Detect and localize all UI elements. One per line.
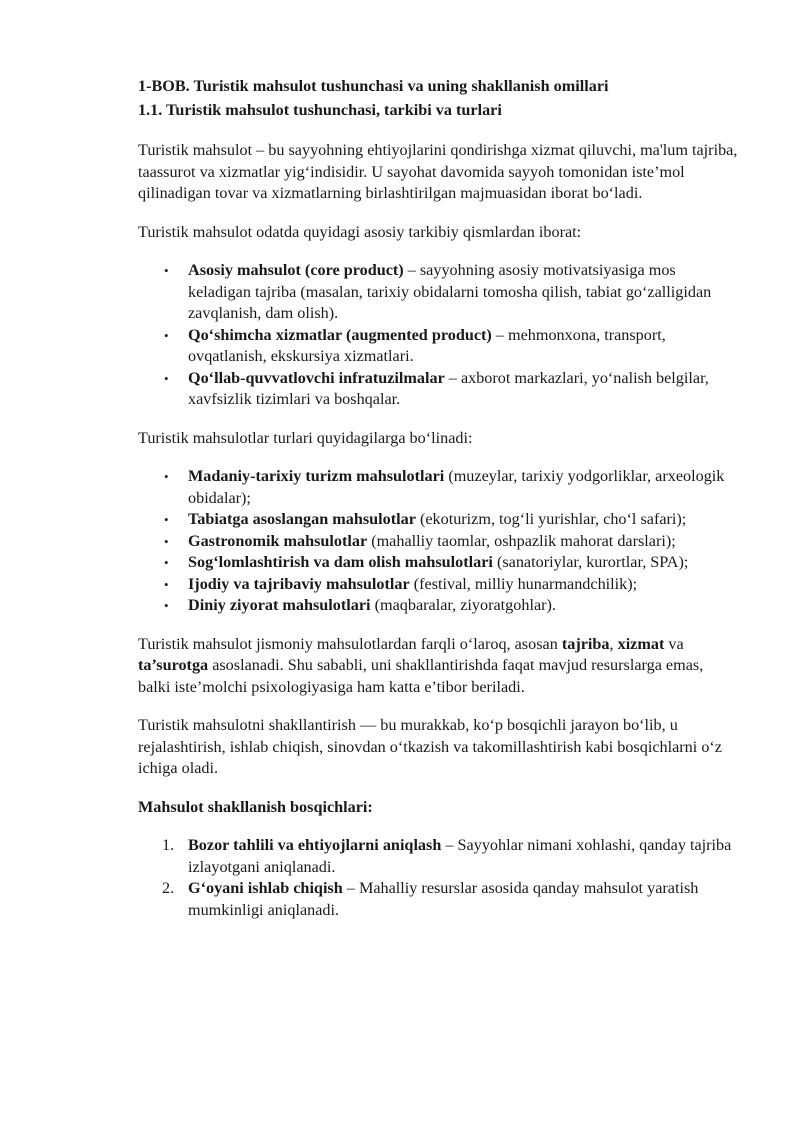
list-item-desc: (mahalliy taomlar, oshpazlik mahorat darslari);	[367, 531, 676, 550]
paragraph-types-intro: Turistik mahsulotlar turlari quyidagilarga bo‘linadi:	[138, 428, 473, 447]
section-title: 1.1. Turistik mahsulot tushunchasi, tarkibi va turlari	[138, 101, 502, 119]
list-item	[188, 368, 738, 411]
paragraph-formation: Turistik mahsulotni shakllantirish — bu murakkab, ko‘p bosqichli jarayon bo‘lib, u rejalashtirish, ishlab chiqish, sinovdan o‘tkazish va takomillashtirish kabi bosqichlarni o‘z ichiga oladi.	[138, 716, 722, 777]
list-item	[188, 466, 738, 509]
text-run: va	[664, 634, 684, 653]
list-item	[162, 878, 738, 921]
types-list	[138, 466, 738, 617]
bold-term: ta’surotga	[138, 656, 209, 674]
list-item-term: G‘oyani ishlab chiqish	[188, 879, 343, 897]
list-item-term: Gastronomik mahsulotlar	[188, 531, 368, 550]
list-item	[188, 260, 738, 325]
list-item-term: Qo‘shimcha xizmatlar (augmented product)	[188, 325, 492, 344]
paragraph-definition: Turistik mahsulot – bu sayyohning ehtiyojlarini qondirishga xizmat qiluvchi, ma'lum tajriba, taassurot va xizmatlar yig‘indisidir. U sayohat davomida sayyoh tomonidan iste’mol qilinadigan tovar va xizmatlarning birlashtirilgan majmuasidan iborat bo‘ladi.	[138, 141, 738, 202]
text-run: asoslanadi. Shu sababli, uni shakllantirishda faqat mavjud resurslarga emas, balki iste’molchi psixologiyasiga ham katta e’tibor beriladi.	[138, 656, 704, 696]
list-item-desc: – Mahalliy resurslar asosida qanday mahsulot yaratish mumkinligi aniqlanadi.	[188, 879, 699, 919]
stages-title: Mahsulot shakllanish bosqichlari:	[138, 797, 373, 816]
list-item	[188, 574, 738, 596]
list-item	[188, 509, 738, 531]
document-page	[138, 74, 738, 938]
stages-list	[138, 835, 738, 921]
list-item-desc: – sayyohning asosiy motivatsiyasiga mos keladigan tajriba (masalan, tarixiy obidalarni tomosha qilish, tabiat go‘zalligidan zavqlanish, dam olish).	[188, 261, 712, 322]
list-item-term: Bozor tahlili va ehtiyojlarni aniqlash	[188, 836, 442, 854]
text-run: ,	[609, 634, 618, 653]
list-item-term: Asosiy mahsulot (core product)	[188, 261, 404, 279]
list-item-desc: (muzeylar, tarixiy yodgorliklar, arxeologik obidalar);	[188, 467, 725, 507]
list-item-desc: (maqbaralar, ziyoratgohlar).	[370, 596, 556, 614]
text-run: Turistik mahsulot jismoniy mahsulotlardan farqli o‘laroq, asosan	[138, 634, 562, 653]
paragraph-components-intro: Turistik mahsulot odatda quyidagi asosiy tarkibiy qismlardan iborat:	[138, 222, 582, 241]
list-item-term: Ijodiy va tajribaviy mahsulotlar	[188, 574, 410, 593]
components-list	[138, 260, 738, 411]
headings	[138, 74, 738, 122]
list-item	[188, 531, 738, 553]
chapter-title: 1-BOB. Turistik mahsulot tushunchasi va uning shakllanish omillari	[138, 77, 609, 95]
list-item-term: Diniy ziyorat mahsulotlari	[188, 596, 371, 614]
list-item-desc: – mehmonxona, transport, ovqatlanish, ekskursiya xizmatlari.	[188, 325, 666, 365]
bold-term: tajriba	[561, 634, 610, 653]
list-item-term: Madaniy-tarixiy turizm mahsulotlari	[188, 467, 445, 485]
list-item-desc: (sanatoriylar, kurortlar, SPA);	[492, 553, 689, 571]
list-item-term: Sog‘lomlashtirish va dam olish mahsulotlari	[188, 553, 493, 571]
list-item	[162, 835, 738, 878]
paragraph-experience	[138, 634, 738, 699]
list-item-desc: (ekoturizm, tog‘li yurishlar, cho‘l safari);	[415, 510, 687, 528]
list-item-desc: – axborot markazlari, yo‘nalish belgilar, xavfsizlik tizimlari va boshqalar.	[188, 368, 709, 408]
list-item	[188, 325, 738, 368]
list-item	[188, 595, 738, 617]
list-item-number: 1.	[162, 836, 175, 854]
list-item-term: Qo‘llab-quvvatlovchi infratuzilmalar	[188, 368, 445, 387]
list-item-desc: (festival, milliy hunarmandchilik);	[409, 574, 638, 593]
bold-term: xizmat	[617, 634, 665, 653]
list-item-desc: – Sayyohlar nimani xohlashi, qanday tajriba izlayotgani aniqlanadi.	[188, 836, 732, 876]
list-item-term: Tabiatga asoslangan mahsulotlar	[188, 510, 416, 528]
list-item-number: 2.	[162, 879, 175, 897]
list-item	[188, 552, 738, 574]
